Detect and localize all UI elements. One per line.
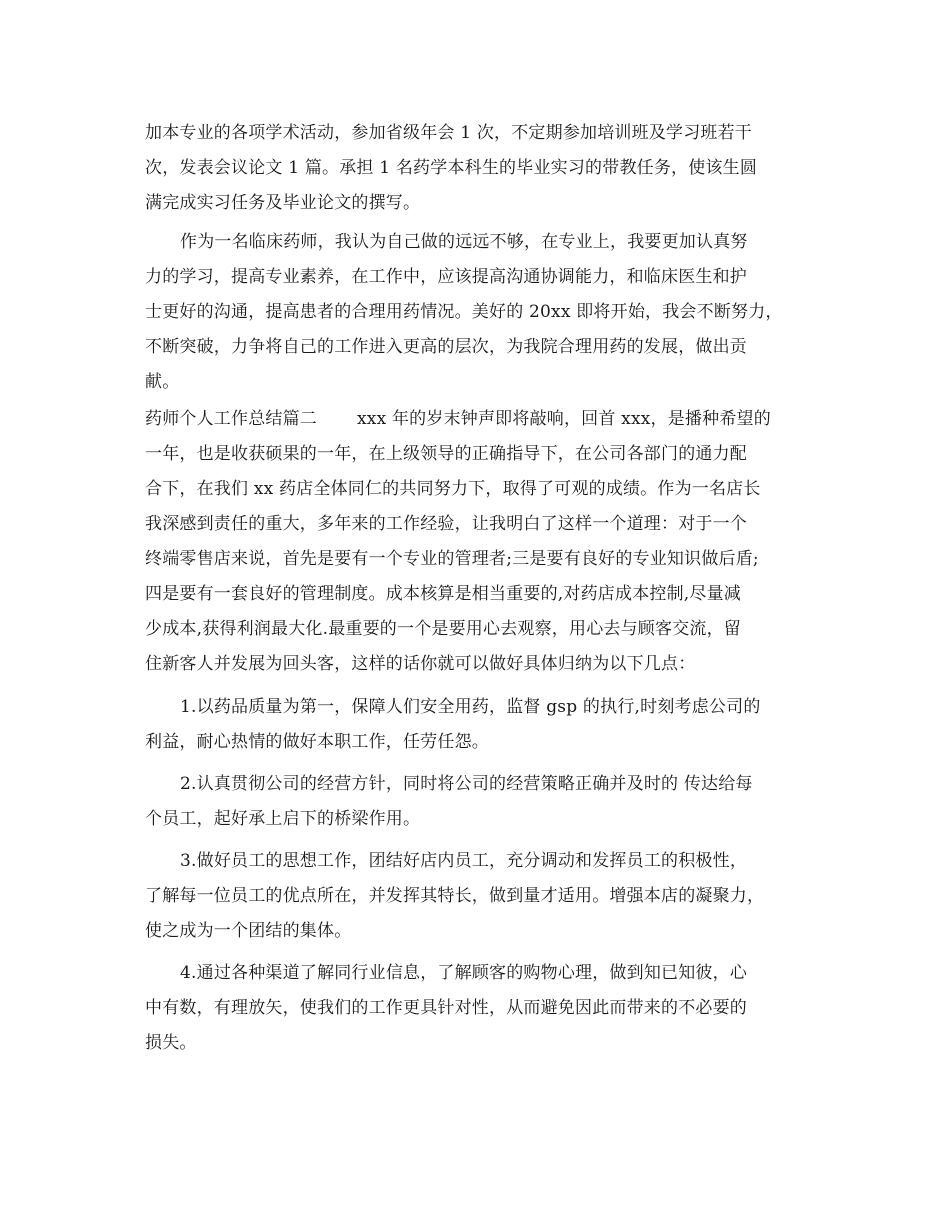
section-heading-line: 药师个人工作总结篇二 xxx 年的岁末钟声即将敲响，回首 xxx，是播种希望的: [145, 409, 771, 429]
text-line: 终端零售店来说，首先是要有一个专业的管理者;三是要有良好的专业知识做后盾;: [145, 549, 759, 569]
text-line: 我深感到责任的重大，多年来的工作经验，让我明白了这样一个道理：对于一个: [145, 514, 747, 534]
text-line: 少成本,获得利润最大化.最重要的一个是要用心去观察，用心去与顾客交流，留: [145, 619, 742, 639]
text-line: 了解每一位员工的优点所在，并发挥其特长，做到量才适用。增强本店的凝聚力，: [145, 886, 765, 906]
text-line: 献。: [145, 372, 180, 392]
text-line: 一年，也是收获硕果的一年，在上级领导的正确指导下，在公司各部门的通力配: [145, 444, 747, 464]
list-item-2: 2.认真贯彻公司的经营方针，同时将公司的经营策略正确并及时的 传达给每: [180, 774, 753, 794]
text-line: 利益，耐心热情的做好本职工作，任劳任怨。: [145, 732, 489, 752]
text-line: 士更好的沟通，提高患者的合理用药情况。美好的 20xx 即将开始，我会不断努力，: [145, 302, 783, 322]
text-line: 次，发表会议论文 1 篇。承担 1 名药学本科生的毕业实习的带教任务，使该生圆: [145, 158, 758, 178]
text-line: 损失。: [145, 1033, 197, 1053]
text-line: 作为一名临床药师，我认为自己做的远远不够，在专业上，我要更加认真努: [180, 232, 748, 252]
text-line: 加本专业的各项学术活动，参加省级年会 1 次，不定期参加培训班及学习班若干: [145, 123, 753, 143]
text-line: 住新客人并发展为回头客，这样的话你就可以做好具体归纳为以下几点：: [145, 654, 696, 674]
text-line: 四是要有一套良好的管理制度。成本核算是相当重要的,对药店成本控制,尽量减: [145, 584, 742, 604]
text-line: 满完成实习任务及毕业论文的撰写。: [145, 193, 421, 213]
list-item-4: 4.通过各种渠道了解同行业信息，了解顾客的购物心理，做到知已知彼，心: [180, 963, 748, 983]
text-line: 个员工，起好承上启下的桥梁作用。: [145, 809, 421, 829]
text-line: 使之成为一个团结的集体。: [145, 921, 352, 941]
text-line: 力的学习，提高专业素养，在工作中，应该提高沟通协调能力，和临床医生和护: [145, 267, 747, 287]
text-line: 不断突破，力争将自己的工作进入更高的层次，为我院合理用药的发展，做出贡: [145, 337, 747, 357]
list-item-3: 3.做好员工的思想工作，团结好店内员工，充分调动和发挥员工的积极性，: [180, 851, 748, 871]
list-item-1: 1.以药品质量为第一，保障人们安全用药，监督 gsp 的执行,时刻考虑公司的: [180, 697, 761, 717]
text-line: 合下，在我们 xx 药店全体同仁的共同努力下，取得了可观的成绩。作为一名店长: [145, 479, 761, 499]
text-line: 中有数，有理放矢，使我们的工作更具针对性，从而避免因此而带来的不必要的: [145, 998, 747, 1018]
